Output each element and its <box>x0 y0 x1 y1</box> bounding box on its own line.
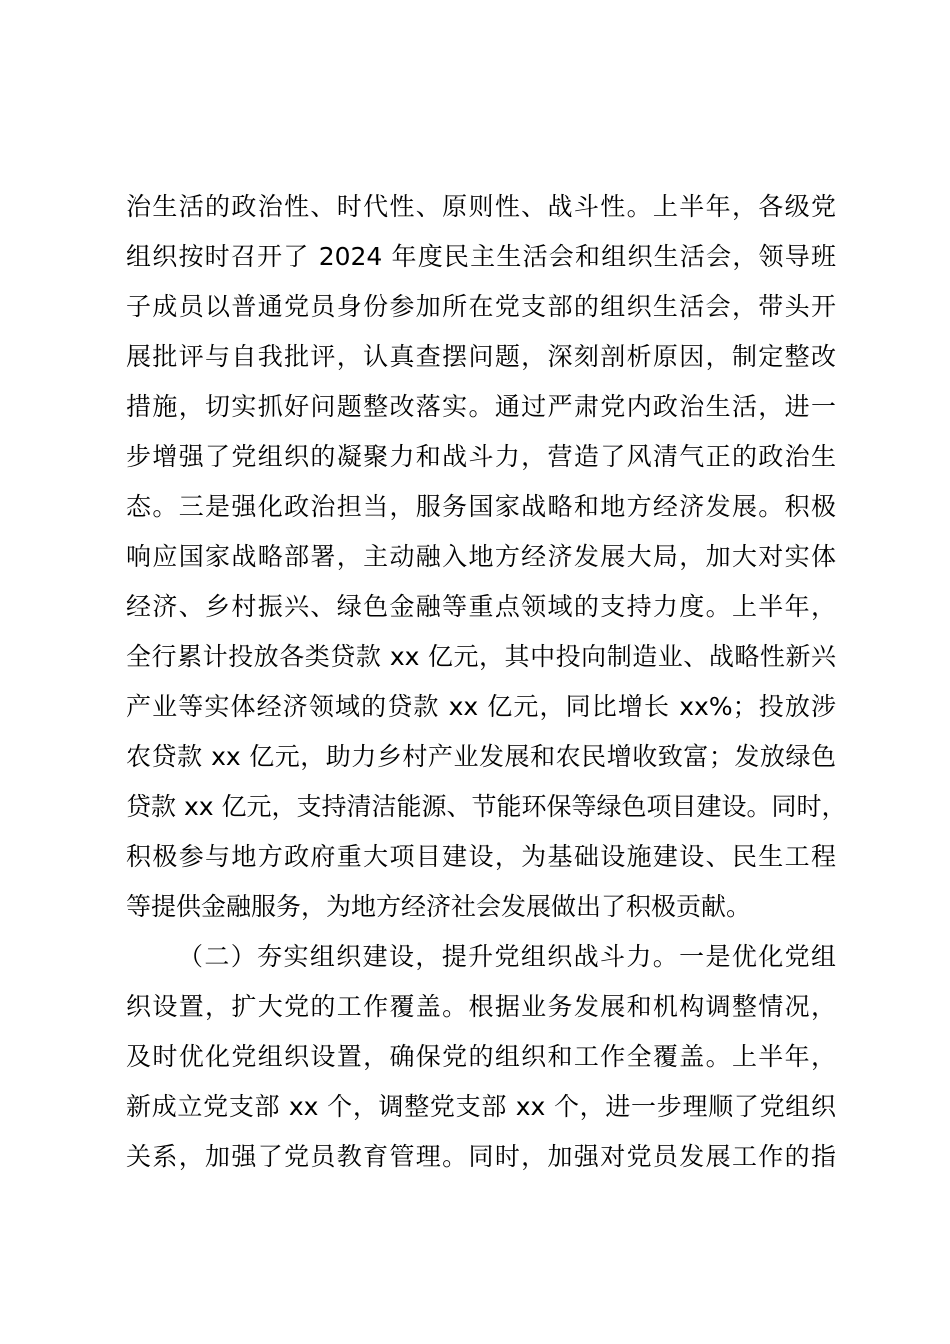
text-line: 态。三是强化政治担当，服务国家战略和地方经济发展。积极 <box>126 492 836 521</box>
text-line: 全行累计投放各类贷款 xx 亿元，其中投向制造业、战略性新兴 <box>126 642 836 671</box>
paragraph-last-line: 等提供金融服务，为地方经济社会发展做出了积极贡献。 <box>126 892 752 921</box>
text-line: 响应国家战略部署，主动融入地方经济发展大局，加大对实体 <box>126 542 836 571</box>
text-line: 农贷款 xx 亿元，助力乡村产业发展和农民增收致富；发放绿色 <box>126 742 836 771</box>
text-line: 贷款 xx 亿元，支持清洁能源、节能环保等绿色项目建设。同时， <box>126 792 847 821</box>
text-line: 经济、乡村振兴、绿色金融等重点领域的支持力度。上半年， <box>126 592 836 621</box>
text-line: 措施，切实抓好问题整改落实。通过严肃党内政治生活，进一 <box>126 392 836 421</box>
document-body <box>126 182 847 1182</box>
section-heading-line: （二）夯实组织建设，提升党组织战斗力。一是优化党组 <box>178 942 836 971</box>
text-line: 及时优化党组织设置，确保党的组织和工作全覆盖。上半年， <box>126 1042 836 1071</box>
text-line: 治生活的政治性、时代性、原则性、战斗性。上半年，各级党 <box>126 192 836 221</box>
text-line: 积极参与地方政府重大项目建设，为基础设施建设、民生工程 <box>126 842 836 871</box>
text-line: 织设置，扩大党的工作覆盖。根据业务发展和机构调整情况， <box>126 992 836 1021</box>
text-line: 产业等实体经济领域的贷款 xx 亿元，同比增长 xx%；投放涉 <box>126 692 836 721</box>
text-line: 步增强了党组织的凝聚力和战斗力，营造了风清气正的政治生 <box>126 442 836 471</box>
text-line: 关系，加强了党员教育管理。同时，加强对党员发展工作的指 <box>126 1142 836 1171</box>
text-line: 展批评与自我批评，认真查摆问题，深刻剖析原因，制定整改 <box>126 342 836 371</box>
text-line: 子成员以普通党员身份参加所在党支部的组织生活会，带头开 <box>126 292 836 321</box>
text-line: 新成立党支部 xx 个，调整党支部 xx 个，进一步理顺了党组织 <box>126 1092 836 1121</box>
text-line: 组织按时召开了 2024 年度民主生活会和组织生活会，领导班 <box>126 242 836 271</box>
